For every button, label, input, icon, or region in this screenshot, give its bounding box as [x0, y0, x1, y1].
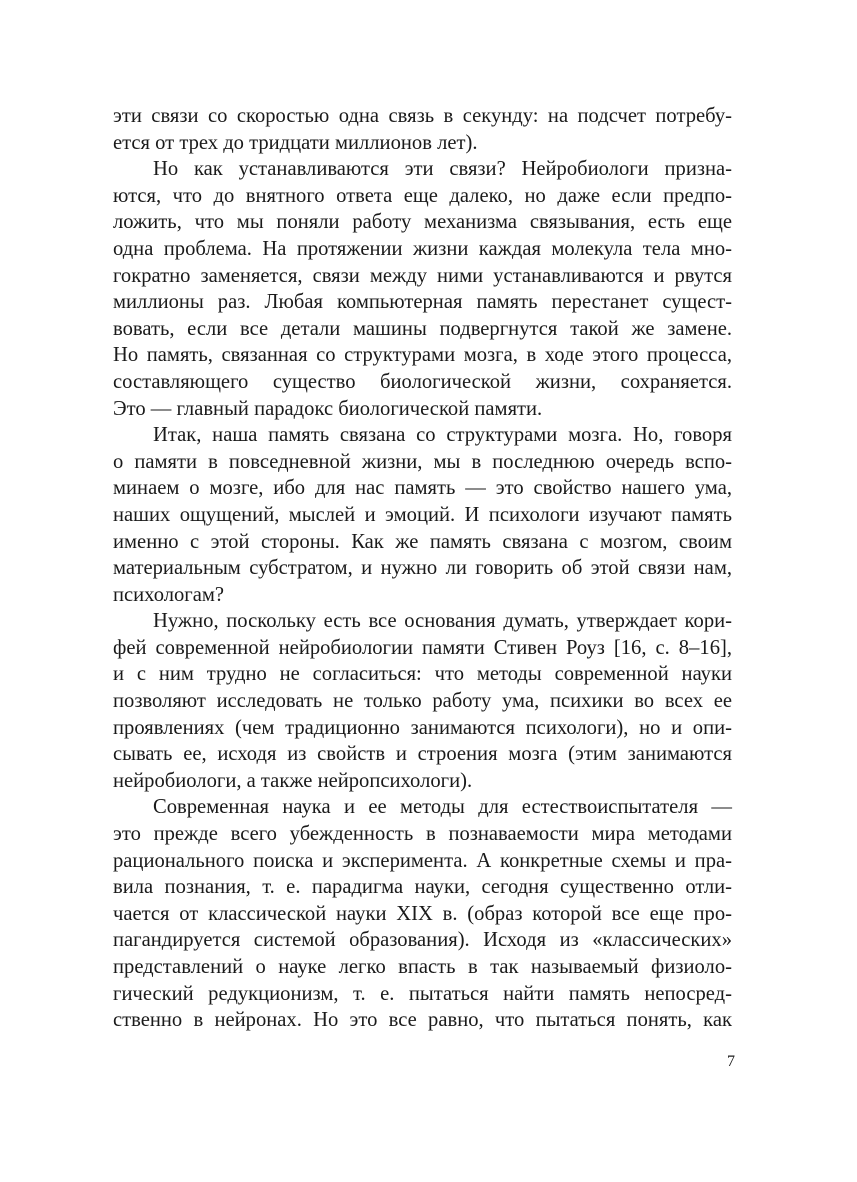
text-line: позволяют исследовать не только работу ума, психики во всех ее — [113, 690, 732, 713]
text-line: вовать, если все детали машины подвергнутся такой же замене. — [113, 317, 732, 340]
text-line: сывать ее, исходя из свойств и строения мозга (этим занимаются — [113, 743, 732, 766]
text-line: пагандируется системой образования). Исходя из «классических» — [113, 929, 732, 952]
paragraph — [113, 794, 732, 1033]
text-line: именно с этой стороны. Как же память связана с мозгом, своим — [113, 530, 732, 553]
text-line: Нужно, поскольку есть все основания думать, утверждает кори- — [153, 610, 732, 633]
text-line: эти связи со скоростью одна связь в секунду: на подсчет потребу- — [113, 105, 732, 127]
text-line: одна проблема. На протяжении жизни каждая молекула тела мно- — [113, 237, 732, 260]
text-line: Но как устанавливаются эти связи? Нейробиологи призна- — [153, 158, 732, 181]
body-text — [113, 103, 732, 1034]
text-line: и с ним трудно не согласиться: что методы современной науки — [113, 663, 732, 686]
text-line: материальным субстратом, и нужно ли говорить об этой связи нам, — [113, 557, 732, 580]
text-line: нейробиологи, а также нейропсихологи). — [113, 769, 473, 792]
text-line: ственно в нейронах. Но это все равно, что пытаться понять, как — [113, 1009, 732, 1032]
text-line: гический редукционизм, т. е. пытаться найти память непосред- — [113, 982, 732, 1005]
text-line: миллионы раз. Любая компьютерная память перестанет сущест- — [113, 291, 732, 314]
text-line: Но память, связанная со структурами мозга, в ходе этого процесса, — [113, 344, 732, 367]
text-line: психологам? — [113, 583, 225, 606]
text-line: ется от трех до тридцати миллионов лет). — [113, 131, 478, 154]
text-line: о памяти в повседневной жизни, мы в последнюю очередь вспо- — [113, 450, 732, 473]
text-line: составляющего существо биологической жизни, сохраняется. — [113, 370, 732, 393]
text-line: проявлениях (чем традиционно занимаются психологи), но и опи- — [113, 716, 732, 739]
text-line: вила познания, т. е. парадигма науки, сегодня существенно отли- — [113, 876, 732, 899]
paragraph — [113, 608, 732, 794]
text-line: ложить, что мы поняли работу механизма связывания, есть еще — [113, 211, 732, 234]
text-line: рационального поиска и эксперимента. А конкретные схемы и пра- — [113, 849, 732, 872]
text-line: фей современной нейробиологии памяти Стивен Роуз [16, с. 8–16], — [113, 636, 732, 659]
text-line: минаем о мозге, ибо для нас память — это свойство нашего ума, — [113, 477, 732, 500]
text-line: гократно заменяется, связи между ними устанавливаются и рвутся — [113, 264, 732, 287]
text-line: это прежде всего убежденность в познаваемости мира методами — [113, 823, 732, 846]
page-number: 7 — [727, 1053, 735, 1070]
text-line: Современная наука и ее методы для естествоиспытателя — — [153, 796, 732, 819]
text-line: ются, что до внятного ответа еще далеко, но даже если предпо- — [113, 184, 732, 207]
text-line: Это — главный парадокс биологической памяти. — [113, 397, 543, 420]
text-line: чается от классической науки XIX в. (образ которой все еще про- — [113, 902, 732, 925]
paragraph — [113, 103, 732, 156]
paragraph — [113, 422, 732, 608]
text-line: Итак, наша память связана со структурами мозга. Но, говоря — [153, 424, 732, 447]
text-line: наших ощущений, мыслей и эмоций. И психологи изучают память — [113, 503, 732, 526]
text-line: представлений о науке легко впасть в так называемый физиоло- — [113, 956, 732, 978]
paragraph — [113, 156, 732, 422]
